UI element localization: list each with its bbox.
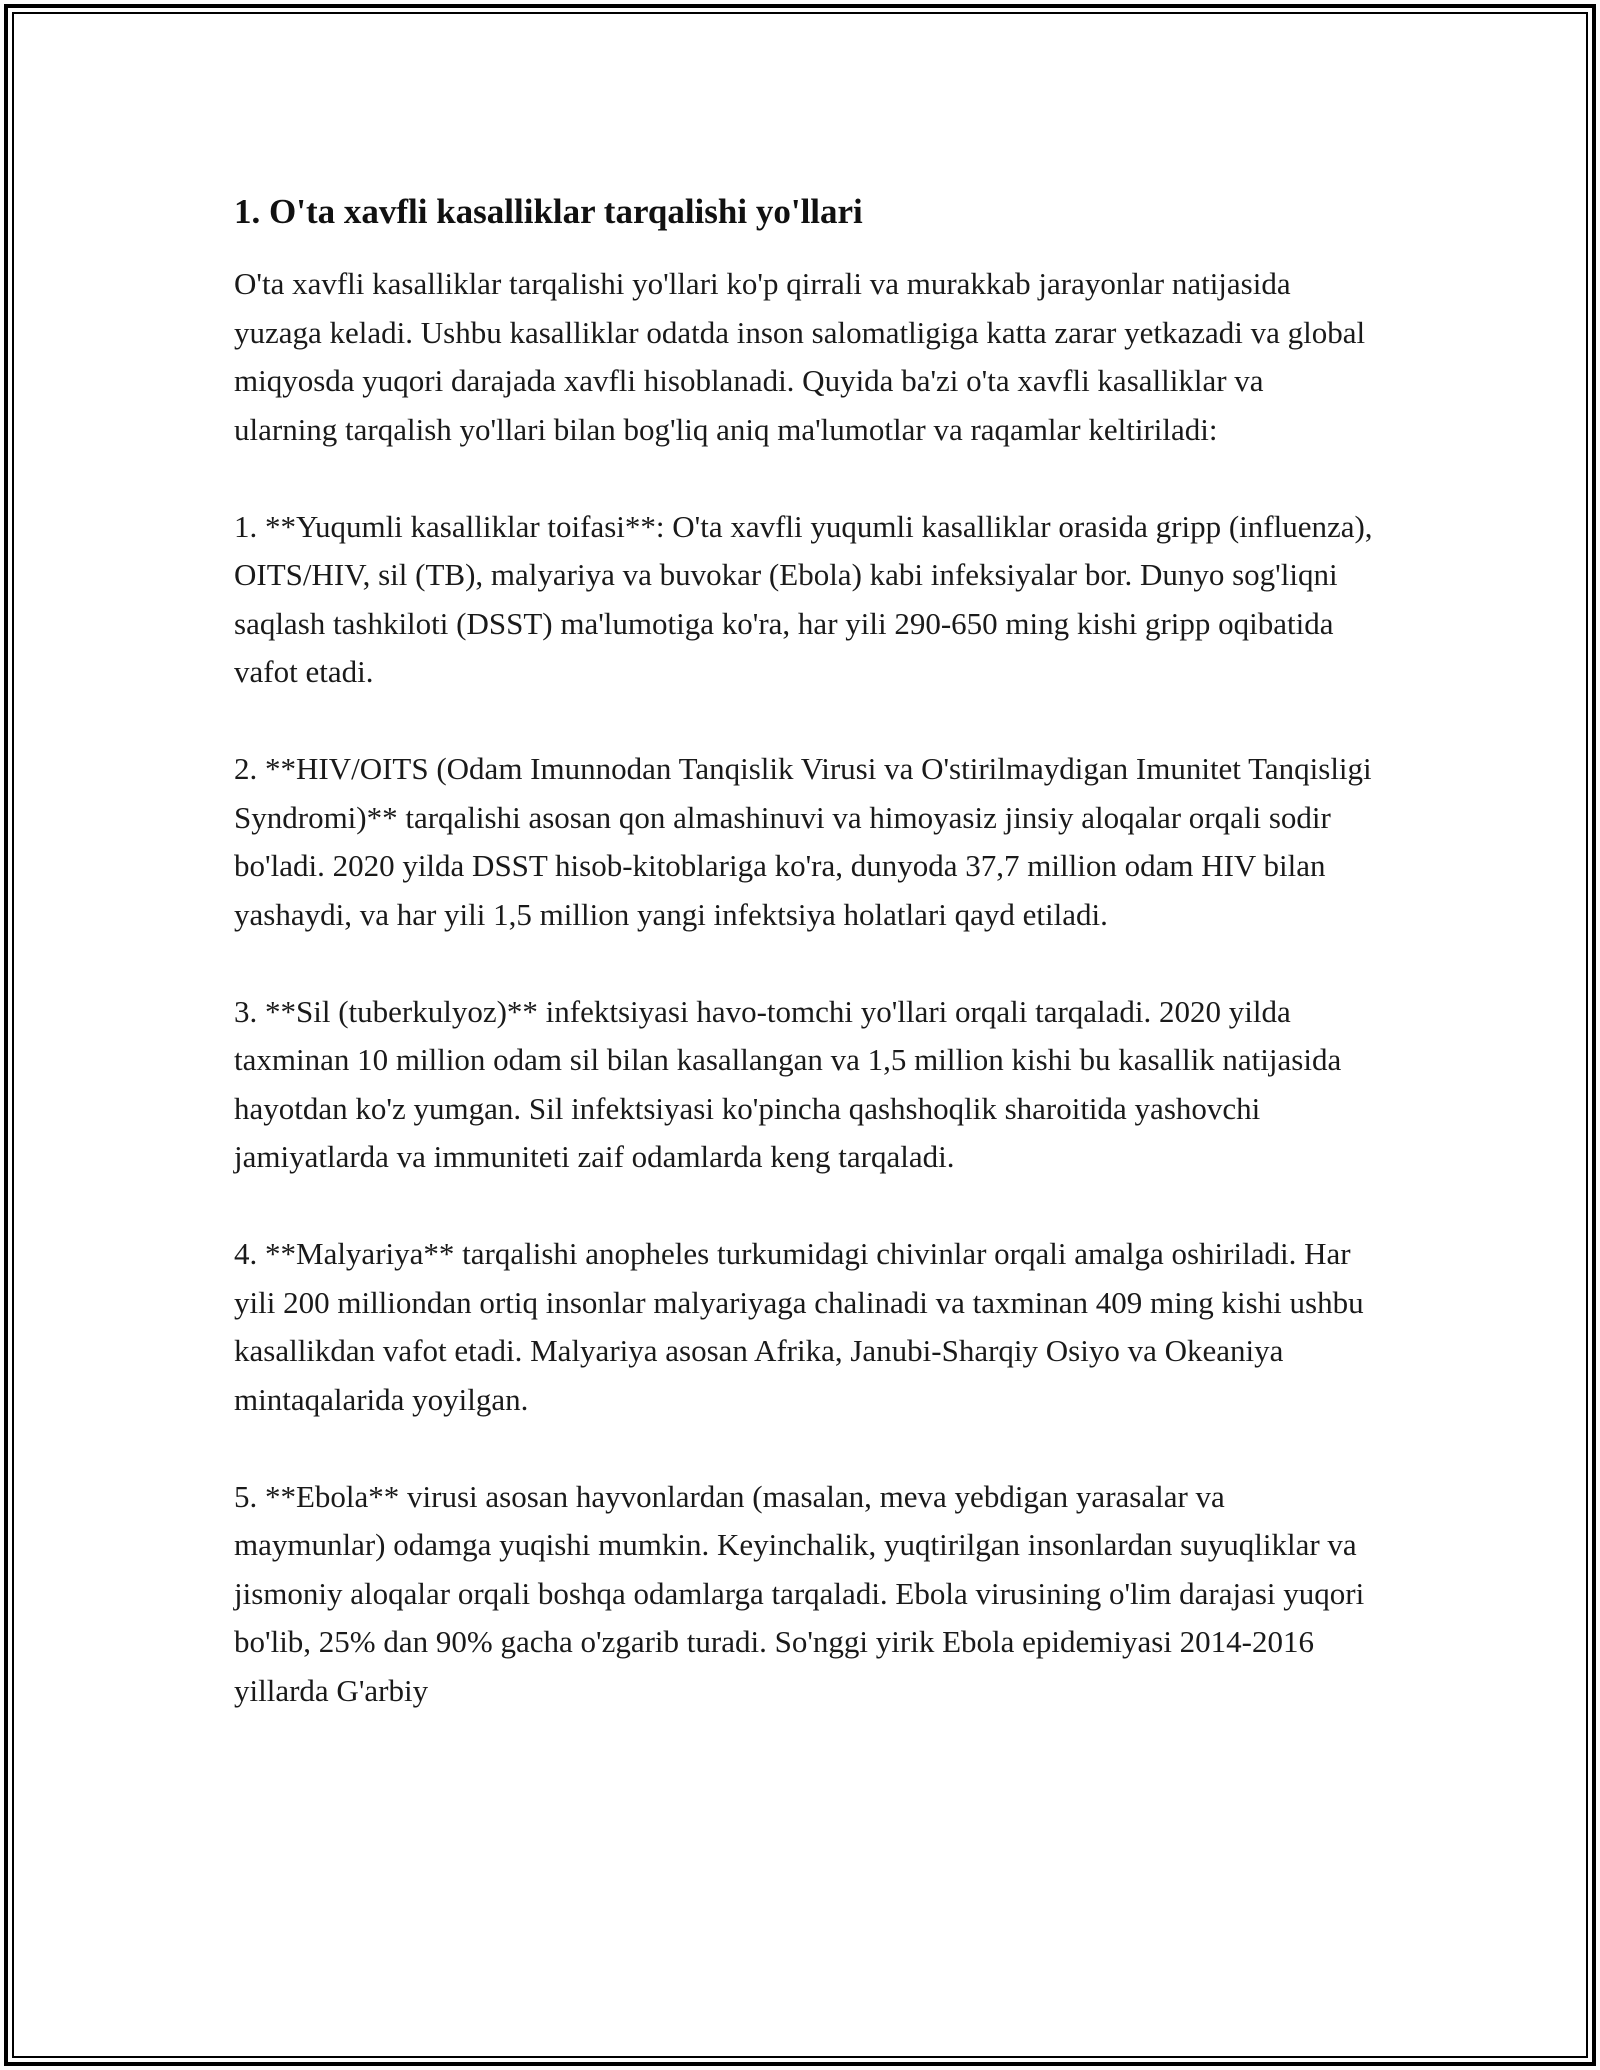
list-item-malaria: 4. **Malyariya** tarqalishi anopheles turkumidagi chivinlar orqali amalga oshiriladi. Har yili 200 milliondan ortiq insonlar malyariyaga chalinadi va taxminan 409 ming kishi ushbu kasallikdan vafot etadi. Malyariya asosan Afrika, Janubi-Sharqiy Osiyo va Okeaniya mintaqalarida yoyilgan. — [234, 1236, 1364, 1417]
list-item-infectious-diseases: 1. **Yuqumli kasalliklar toifasi**: O'ta xavfli yuqumli kasalliklar orasida gripp (influenza), OITS/HIV, sil (TB), malyariya va buvokar (Ebola) kabi infeksiyalar bor. Dunyo sog'liqni saqlash tashkiloti (DSST) ma'lumotiga ko'ra, har yili 290-650 ming kishi gripp oqibatida vafot etadi. — [234, 508, 1373, 689]
list-item-ebola: 5. **Ebola** virusi asosan hayvonlardan (masalan, meva yebdigan yarasalar va maymunlar) odamga yuqishi mumkin. Keyinchalik, yuqtirilgan insonlardan suyuqliklar va jismoniy aloqalar orqali boshqa odamlarga tarqaladi. Ebola virusining o'lim darajasi yuqori bo'lib, 25% dan 90% gacha o'zgarib turadi. So'nggi yirik Ebola epidemiyasi 2014-2016 yillarda G'arbiy — [234, 1478, 1365, 1708]
list-item-hiv-aids: 2. **HIV/OITS (Odam Imunnodan Tanqislik Virusi va O'stirilmaydigan Imunitet Tanqisligi Syndromi)** tarqalishi asosan qon almashinuvi va himoyasiz jinsiy aloqalar orqali sodir bo'ladi. 2020 yilda DSST hisob-kitoblariga ko'ra, dunyoda 37,7 million odam HIV bilan yashaydi, va har yili 1,5 million yangi infektsiya holatlari qayd etiladi. — [234, 751, 1372, 932]
document-body — [234, 186, 1374, 1764]
list-item-tuberculosis: 3. **Sil (tuberkulyoz)** infektsiyasi havo-tomchi yo'llari orqali tarqaladi. 2020 yilda taxminan 10 million odam sil bilan kasallangan va 1,5 million kishi bu kasallik natijasida hayotdan ko'z yumgan. Sil infektsiyasi ko'pincha qashshoqlik sharoitida yashovchi jamiyatlarda va immuniteti zaif odamlarda keng tarqaladi. — [234, 993, 1342, 1174]
intro-paragraph: O'ta xavfli kasalliklar tarqalishi yo'llari ko'p qirrali va murakkab jarayonlar natijasida yuzaga keladi. Ushbu kasalliklar odatda inson salomatligiga katta zarar yetkazadi va global miqyosda yuqori darajada xavfli hisoblanadi. Quyida ba'zi o'ta xavfli kasalliklar va ularning tarqalish yo'llari bilan bog'liq aniq ma'lumotlar va raqamlar keltiriladi: — [234, 266, 1366, 447]
section-heading: 1. O'ta xavfli kasalliklar tarqalishi yo'llari — [234, 192, 863, 231]
